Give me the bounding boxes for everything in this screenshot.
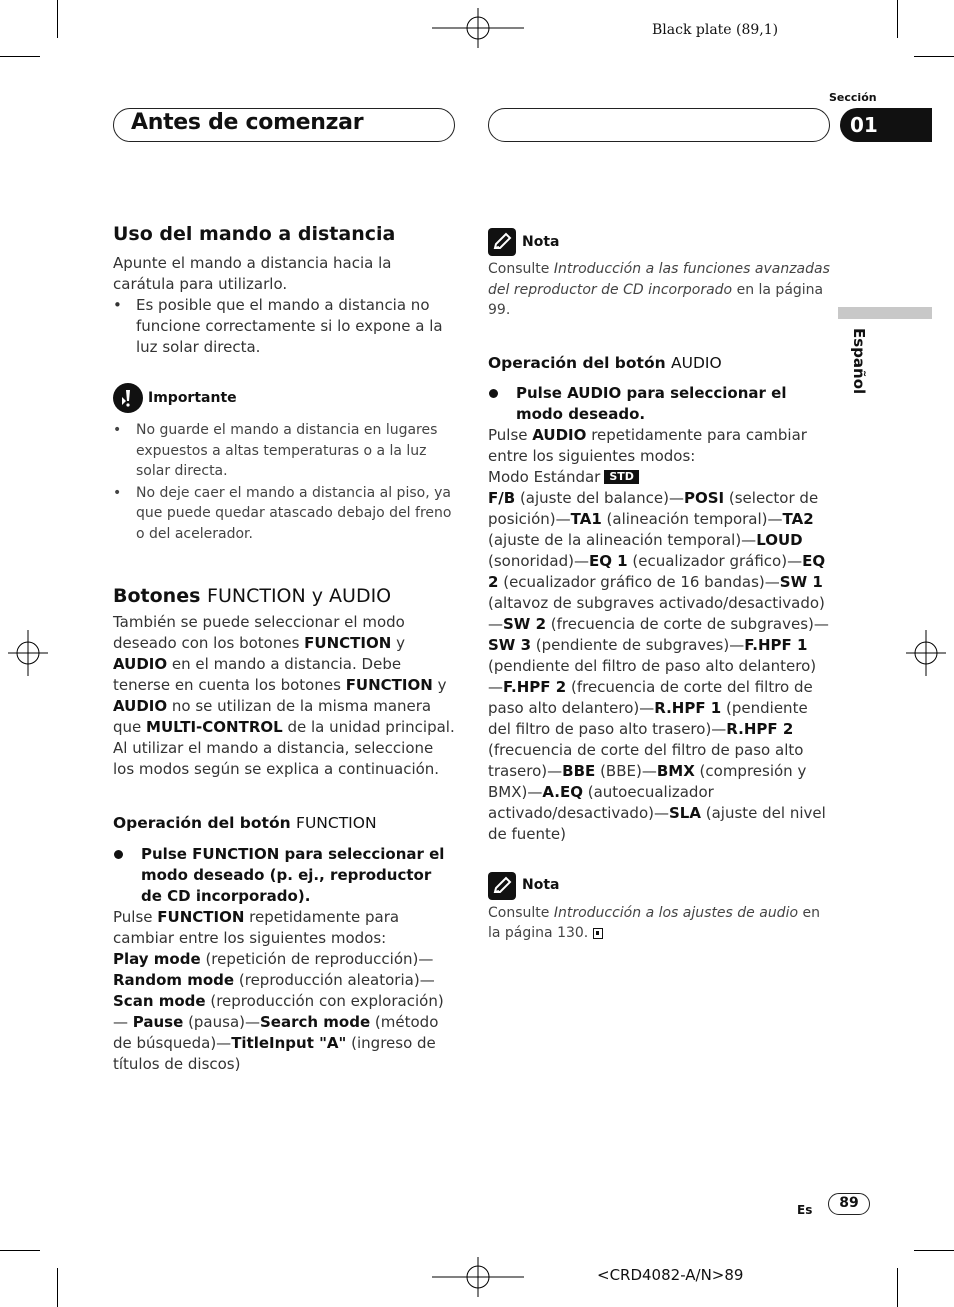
mode-name: SW 1 <box>779 572 823 591</box>
mode-name: Search mode <box>260 1013 371 1031</box>
mode-name: TitleInput "A" <box>231 1034 347 1052</box>
important-icon <box>113 383 143 413</box>
text: También se puede seleccionar el modo deseado con los botones <box>113 613 405 652</box>
remote-intro: Apunte el mando a distancia hacia la carátula para utilizarlo. <box>113 254 392 293</box>
mode-name: EQ 1 <box>588 551 628 570</box>
text: repetidamente para cambiar entre los siguientes modos: <box>488 425 807 465</box>
function-op-heading-rest: FUNCTION <box>296 814 377 832</box>
buttons-heading-rest: FUNCTION y AUDIO <box>207 585 392 607</box>
key-audio: AUDIO <box>113 697 168 715</box>
note2-reference: Introducción a los ajustes de audio <box>553 904 799 921</box>
key-function: FUNCTION <box>304 634 392 652</box>
section-number: 01 <box>840 108 932 142</box>
bullet-dot: • <box>113 296 122 314</box>
mode-desc: (pendiente del filtro de paso alto trasero)— <box>488 698 808 738</box>
audio-step-text: Pulse AUDIO para seleccionar el modo deseado. <box>516 383 787 423</box>
note2-header <box>488 872 830 900</box>
text: no se utilizan de la misma manera que <box>113 697 432 736</box>
text: y <box>437 676 447 694</box>
text: Pulse <box>113 908 153 926</box>
end-of-section-icon <box>593 928 603 939</box>
std-badge: STD <box>604 470 639 484</box>
mode-name: Scan mode <box>113 992 206 1010</box>
text: en el mando a distancia. Debe tenerse en cuenta los botones <box>113 655 402 694</box>
mode-desc: (frecuencia de corte del filtro de paso alto trasero)— <box>488 740 804 780</box>
mode-desc: (ecualizador gráfico)— <box>632 551 803 570</box>
mode-desc: (ingreso de títulos de discos) <box>113 1034 436 1073</box>
buttons-heading-bold: Botones <box>113 585 201 607</box>
mode-name: BBE <box>562 761 596 780</box>
mode-name: R.HPF 1 <box>654 698 722 717</box>
note-pencil-icon <box>488 872 516 900</box>
key-function: FUNCTION <box>157 908 245 926</box>
mode-name: Play mode <box>113 950 201 968</box>
doc-id: <CRD4082-A/N>89 <box>597 1266 744 1284</box>
mode-name: F.HPF 1 <box>744 635 808 654</box>
important-label: Importante <box>148 389 237 406</box>
page-number: 89 <box>828 1193 870 1215</box>
mode-name: Pause <box>132 1013 184 1031</box>
mode-desc: (selector de posición)— <box>488 488 819 528</box>
mode-name: TA1 <box>570 509 602 528</box>
bullet-dot: • <box>113 422 122 438</box>
mode-desc: (repetición de reproducción)— <box>205 950 434 968</box>
bullet-dot: • <box>113 484 122 501</box>
footer-lang-code: Es <box>797 1203 813 1217</box>
important-bullet-1 <box>113 420 457 482</box>
registration-mark-left <box>8 630 48 676</box>
mode-desc: (ajuste del nivel de fuente) <box>488 803 826 843</box>
audio-step <box>488 383 830 425</box>
page-title: Antes de comenzar <box>131 110 364 135</box>
mode-desc: (altavoz de subgraves activado/desactivado)— <box>488 593 825 633</box>
mode-desc: (frecuencia de corte del filtro de paso alto delantero)— <box>488 677 813 717</box>
important-bullets <box>113 420 457 544</box>
key-multi-control: MULTI-CONTROL <box>146 718 283 736</box>
mode-name: LOUD <box>756 530 803 549</box>
text: de la unidad principal. Al utilizar el mando a distancia, seleccione los modos según se explica a continuación. <box>113 718 455 778</box>
text: Pulse <box>488 425 528 444</box>
important-bullet-2 <box>113 483 457 545</box>
section-label: Sección <box>829 91 877 104</box>
mode-name: A.EQ <box>542 782 583 801</box>
function-intro <box>113 907 457 949</box>
text: en la página 99. <box>488 281 824 318</box>
language-tab-bar <box>838 307 932 319</box>
plate-info: Black plate (89,1) <box>652 22 779 38</box>
audio-op-heading-bold: Operación del botón <box>488 353 666 372</box>
step-dot <box>489 389 498 398</box>
text: Consulte <box>488 261 550 277</box>
note2-text <box>488 903 830 944</box>
buttons-paragraph <box>113 612 457 780</box>
mode-name: F.HPF 2 <box>503 677 567 696</box>
step-dot <box>114 850 123 859</box>
important-bullet-text: No guarde el mando a distancia en lugares expuestos a altas temperaturas o a la luz solar directa. <box>136 422 438 479</box>
language-tab: Español <box>850 328 868 395</box>
audio-intro <box>488 425 830 467</box>
mode-name: F/B <box>488 488 516 507</box>
registration-mark-right <box>906 630 946 676</box>
mode-desc: (pendiente del filtro de paso alto delantero)— <box>488 656 817 696</box>
note1-text <box>488 259 830 321</box>
mode-desc: (sonoridad)— <box>488 551 589 570</box>
mode-desc: (pausa)— <box>188 1013 260 1031</box>
function-op-heading-bold: Operación del botón <box>113 814 291 832</box>
note1-header <box>488 228 830 256</box>
mode-name: SW 3 <box>488 635 532 654</box>
important-bullet-text: No deje caer el mando a distancia al piso, ya que puede quedar atascado debajo del freno o del acelerador. <box>136 484 452 542</box>
mode-desc: (autoecualizador activado/desactivado)— <box>488 782 714 822</box>
mode-desc: (frecuencia de corte de subgraves)— <box>550 614 829 633</box>
note1-label: Nota <box>522 233 560 250</box>
text: en la página 130. <box>488 904 820 941</box>
std-mode-label: Modo Estándar <box>488 467 601 486</box>
mode-name: POSI <box>683 488 725 507</box>
key-audio: AUDIO <box>532 425 587 444</box>
function-op-heading <box>113 813 457 834</box>
audio-op-heading <box>488 353 830 374</box>
mode-desc: (reproducción aleatoria)— <box>238 971 435 989</box>
header-blank-pill <box>488 108 830 142</box>
right-column <box>488 228 830 944</box>
mode-desc: (compresión y BMX)— <box>488 761 807 801</box>
remote-bullet-text: Es posible que el mando a distancia no funcione correctamente si lo expone a la luz solar directa. <box>136 296 443 356</box>
mode-desc: (BBE)— <box>600 761 657 780</box>
text: Consulte <box>488 904 550 921</box>
mode-name: SW 2 <box>503 614 547 633</box>
mode-desc: (ajuste del balance)— <box>519 488 684 507</box>
mode-name: TA2 <box>782 509 814 528</box>
registration-mark-bottom <box>432 1257 524 1297</box>
audio-op-heading-rest: AUDIO <box>671 353 722 372</box>
remote-heading: Uso del mando a distancia <box>113 223 396 245</box>
mode-desc: (método de búsqueda)— <box>113 1013 439 1052</box>
registration-mark-top <box>432 8 524 48</box>
audio-modes <box>488 488 830 845</box>
mode-name: BMX <box>656 761 695 780</box>
key-audio: AUDIO <box>113 655 168 673</box>
mode-name: R.HPF 2 <box>726 719 794 738</box>
buttons-heading <box>113 584 457 608</box>
mode-name: EQ 2 <box>488 551 826 591</box>
std-mode-line <box>488 467 830 488</box>
remote-bullet <box>113 295 457 358</box>
note-pencil-icon <box>488 228 516 256</box>
function-modes <box>113 949 457 1075</box>
mode-name: SLA <box>668 803 701 822</box>
note2-label: Nota <box>522 877 560 893</box>
mode-desc: (ajuste de la alineación temporal)— <box>488 530 757 549</box>
mode-name: Random mode <box>113 971 235 989</box>
function-step <box>113 844 457 907</box>
mode-desc: (ecualizador gráfico de 16 bandas)— <box>503 572 780 591</box>
left-column <box>113 222 457 1075</box>
text: y <box>396 634 405 652</box>
important-header <box>113 382 457 414</box>
key-function: FUNCTION <box>345 676 433 694</box>
mode-desc: (pendiente de subgraves)— <box>535 635 745 654</box>
mode-desc: (reproducción con exploración)— <box>113 992 444 1031</box>
text: repetidamente para cambiar entre los siguientes modos: <box>113 908 400 947</box>
note1-reference: Introducción a las funciones avanzadas del reproductor de CD incorporado <box>488 261 830 298</box>
function-step-text: Pulse FUNCTION para seleccionar el modo deseado (p. ej., reproductor de CD incorporado). <box>141 845 445 905</box>
mode-desc: (alineación temporal)— <box>606 509 783 528</box>
